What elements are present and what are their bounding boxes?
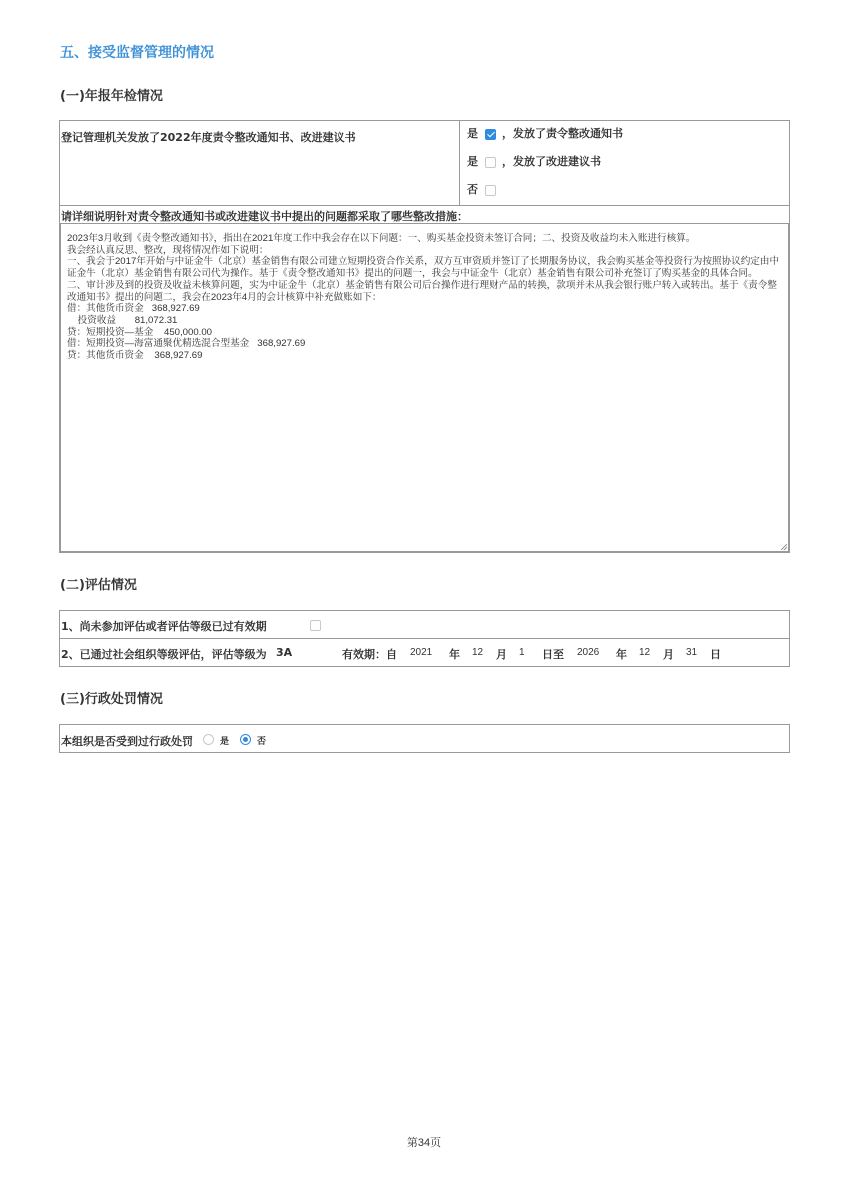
measures-line: 贷：短期投资—基金 450,000.00 [67, 326, 213, 338]
measures-line: 贷：其他货币资金 368,927.69 [67, 350, 203, 362]
end-month-unit: 月 [663, 648, 674, 661]
option-yes-label: 是 [467, 127, 478, 140]
month-unit: 月 [496, 648, 507, 661]
day-unit: 日 [710, 648, 721, 661]
option-improvement-suggestion[interactable] [467, 153, 601, 169]
end-year-unit: 年 [616, 648, 627, 661]
row-divider [60, 205, 789, 206]
start-month: 12 [472, 647, 484, 658]
measures-line: 一、我会于2017年开始与中证金牛（北京）基金销售有限公司建立短期投资合作关系，双方互审资质并签订了长期服务协议，我会购买基金等投资行为按照协议约定由中证金牛（北京）基金销售有限公司代为操作。基于《责令整改通知书》提出的问题一，我会与中证金牛（北京）基金销售有限公司补充签订了购买基金的具体合同。 [67, 256, 780, 280]
penalty-yes-radio[interactable] [203, 734, 214, 745]
penalty-heading: (三)行政处罚情况 [60, 692, 163, 707]
inspection-question-cell [60, 121, 460, 205]
measures-line: 我会经认真反思、整改，现将情况作如下说明： [67, 244, 269, 256]
grade-value: 3A [276, 646, 293, 659]
measures-line: 二、审计涉及到的投资及收益未核算问题，实为中证金牛（北京）基金销售有限公司后台操作进行理财产品的转换，款项并未从我会银行账户转入或转出。基于《责令整改通知书》提出的问题二，我会在2023年4月的会计核算中补充做账如下： [67, 279, 777, 303]
penalty-no-radio[interactable] [240, 734, 251, 745]
resize-handle-icon[interactable] [781, 544, 787, 550]
annual-inspection-heading: (一)年报年检情况 [60, 89, 163, 104]
option-text: ，发放了责令整改通知书 [502, 127, 623, 140]
rated-label: 2、已通过社会组织等级评估，评估等级为 [61, 648, 267, 661]
validity-label: 有效期：自 [342, 648, 397, 661]
start-day: 1 [519, 647, 525, 658]
measures-line: 借：短期投资—海富通聚优精选混合型基金 368,927.69 [67, 338, 306, 350]
option-text: ，发放了改进建议书 [502, 155, 601, 168]
measures-line: 2023年3月收到《责令整改通知书》，指出在2021年度工作中我会存在以下问题：一、购买基金投资未签订合同；二、投资及收益均未入账进行核算。 [67, 233, 696, 244]
measures-line: 借：其他货币资金 368,927.69 [67, 303, 200, 315]
annual-inspection-table [59, 120, 790, 553]
start-year: 2021 [410, 647, 433, 658]
evaluation-row-unrated [60, 611, 789, 639]
option-no-label: 否 [467, 183, 478, 196]
end-day: 31 [686, 647, 698, 658]
end-month: 12 [639, 647, 651, 658]
option-yes-label: 是 [467, 155, 478, 168]
measures-prompt: 请详细说明针对责令整改通知书或改进建议书中提出的问题都采取了哪些整改措施： [61, 210, 468, 223]
evaluation-row-rated [60, 639, 789, 667]
measures-line: 投资收益 81,072.31 [67, 314, 178, 326]
penalty-table [59, 724, 790, 753]
option-rectification-notice[interactable] [467, 125, 623, 141]
no-checkbox[interactable] [485, 185, 496, 196]
penalty-question: 本组织是否受到过行政处罚 [61, 735, 193, 748]
evaluation-table [59, 610, 790, 667]
inspection-question: 登记管理机关发放了2022年度责令整改通知书、改进建议书 [61, 131, 356, 144]
rectification-notice-checkbox[interactable] [485, 129, 496, 140]
end-year: 2026 [577, 647, 600, 658]
page-number: 第34页 [406, 1137, 442, 1149]
until-label: 日至 [542, 648, 564, 661]
option-no[interactable] [467, 181, 502, 197]
penalty-no-label: 否 [257, 737, 267, 747]
year-unit: 年 [449, 648, 460, 661]
evaluation-heading: (二)评估情况 [60, 578, 137, 593]
penalty-yes-label: 是 [220, 737, 230, 747]
measures-textarea[interactable] [60, 223, 789, 552]
section-title: 五、接受监督管理的情况 [60, 45, 214, 61]
unrated-label: 1、尚未参加评估或者评估等级已过有效期 [61, 620, 267, 633]
improvement-suggestion-checkbox[interactable] [485, 157, 496, 168]
unrated-checkbox[interactable] [310, 620, 321, 631]
